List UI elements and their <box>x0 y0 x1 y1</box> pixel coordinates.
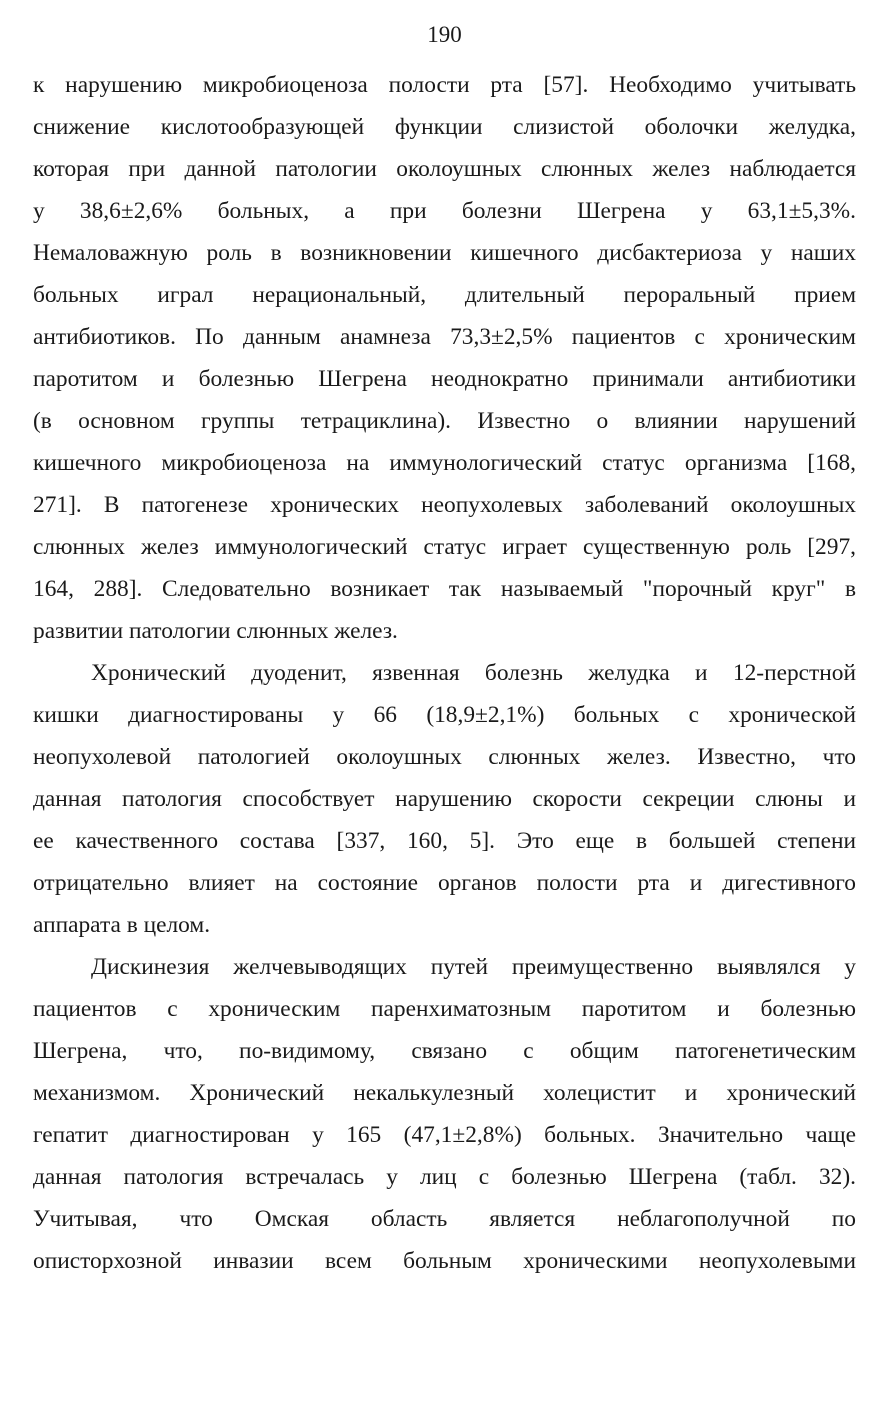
text-line: гепатит диагностирован у 165 (47,1±2,8%) больных. Значительно чаще <box>33 1122 856 1148</box>
text-line: Шегрена, что, по-видимому, связано с общим патогенетическим <box>33 1038 856 1064</box>
body-text <box>33 64 856 1282</box>
text-line: отрицательно влияет на состояние органов полости рта и дигестивного <box>33 870 856 896</box>
text-line: кишечного микробиоценоза на иммунологический статус организма [168, <box>33 450 856 476</box>
text-line: Дискинезия желчевыводящих путей преимущественно выявлялся у <box>91 954 856 980</box>
text-line: у 38,6±2,6% больных, а при болезни Шегрена у 63,1±5,3%. <box>33 198 856 224</box>
text-line: развитии патологии слюнных желез. <box>33 618 398 644</box>
text-line: которая при данной патологии околоушных слюнных желез наблюдается <box>33 156 856 182</box>
text-line: неопухолевой патологией околоушных слюнных желез. Известно, что <box>33 744 856 770</box>
text-line: 271]. В патогенезе хронических неопухолевых заболеваний околоушных <box>33 492 856 518</box>
text-line: 164, 288]. Следовательно возникает так называемый "порочный круг" в <box>33 576 856 602</box>
text-line: аппарата в целом. <box>33 912 211 938</box>
text-line: данная патология встречалась у лиц с болезнью Шегрена (табл. 32). <box>33 1164 856 1190</box>
text-line: снижение кислотообразующей функции слизистой оболочки желудка, <box>33 114 856 140</box>
text-line: больных играл нерациональный, длительный пероральный прием <box>33 282 856 308</box>
page-number: 190 <box>427 22 462 47</box>
text-line: Немаловажную роль в возникновении кишечного дисбактериоза у наших <box>33 240 856 266</box>
text-line: паротитом и болезнью Шегрена неоднократно принимали антибиотики <box>33 366 856 392</box>
text-line: Учитывая, что Омская область является неблагополучной по <box>33 1206 856 1232</box>
text-line: пациентов с хроническим паренхиматозным паротитом и болезнью <box>33 996 856 1022</box>
text-line: механизмом. Хронический некалькулезный холецистит и хронический <box>33 1080 856 1106</box>
text-line: (в основном группы тетрациклина). Известно о влиянии нарушений <box>33 408 856 434</box>
text-line: описторхозной инвазии всем больным хроническими неопухолевыми <box>33 1248 856 1274</box>
text-line: данная патология способствует нарушению скорости секреции слюны и <box>33 786 856 812</box>
text-line: кишки диагностированы у 66 (18,9±2,1%) больных с хронической <box>33 702 856 728</box>
text-line: антибиотиков. По данным анамнеза 73,3±2,5% пациентов с хроническим <box>33 324 856 350</box>
text-line: Хронический дуоденит, язвенная болезнь желудка и 12-перстной <box>91 660 856 686</box>
text-line: к нарушению микробиоценоза полости рта [57]. Необходимо учитывать <box>33 72 856 98</box>
text-line: слюнных желез иммунологический статус играет существенную роль [297, <box>33 534 856 560</box>
text-line: ее качественного состава [337, 160, 5]. Это еще в большей степени <box>33 828 856 854</box>
